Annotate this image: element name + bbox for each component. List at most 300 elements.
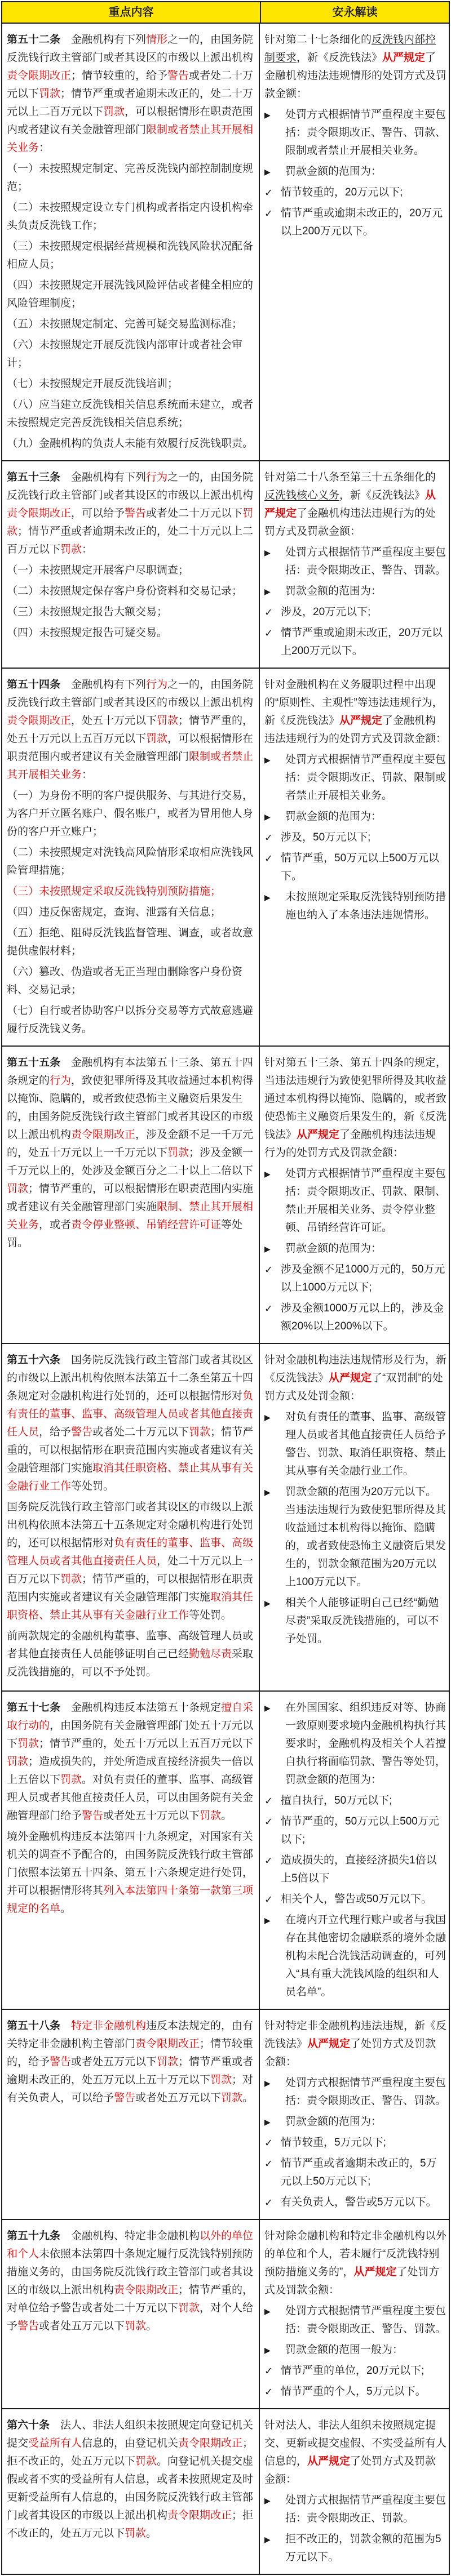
text-segment: 未按照规定采取反洗钱特别预防措施也纳入了本条违法违规情形。	[285, 891, 446, 921]
text-segment: 情节严重或逾期未改正，20万元以上200万元以下。	[281, 627, 443, 657]
check-item	[264, 1890, 446, 1908]
highlighted-text: 情形	[146, 34, 168, 46]
text-segment: 第五十九条	[7, 2230, 61, 2242]
triangle-bullet-icon: ▶	[264, 2079, 271, 2088]
highlighted-text: 责令停业整顿、吊销经营许可证	[71, 1219, 222, 1231]
text-segment: ；拒不改正的，处五万元以下	[7, 2437, 254, 2467]
ey-interpretation-cell	[260, 1692, 449, 2009]
text-segment: ，给予	[39, 1426, 72, 1438]
highlighted-text: 责令限期改正	[7, 715, 72, 727]
text-segment: 情节严重或逾期未改正的，20万元以上200万元以下。	[281, 207, 443, 237]
paragraph	[7, 435, 256, 453]
ey-interpretation-cell	[260, 461, 449, 668]
check-item	[264, 2362, 446, 2380]
highlighted-text: 列入本法第四十条第一款第三项规定的名单	[7, 1885, 254, 1915]
triangle-bullet-icon: ▶	[264, 2346, 271, 2355]
text-segment: 针对第五十三条、第五十四条的规定，当违法违规行为致使犯罪所得及其收益通过本机构得以掩饰、隐瞒的，或者致使恐怖主义融资后果发生的，新《反洗钱法》	[264, 1057, 447, 1141]
ey-interpretation-cell	[260, 2409, 449, 2574]
text-segment: 采取反洗钱措施的，可以不予处罚。	[7, 1648, 254, 1678]
bullet-text	[285, 1594, 446, 1648]
text-segment: 罚款金额的范围为：	[285, 811, 382, 822]
paragraph	[7, 2417, 256, 2543]
bullet-text	[285, 1165, 446, 1237]
bullet-item	[264, 163, 446, 181]
text-segment	[60, 2020, 71, 2032]
text-segment: 情节较重，5万元以下;	[281, 2137, 386, 2148]
text-segment: 针对金融机构违法违规情形及行为，新《反洗钱法》	[264, 1354, 447, 1384]
triangle-bullet-icon: ▶	[264, 755, 271, 764]
paragraph	[7, 375, 256, 393]
text-segment: ；情节严重的，可以根据情形在职责范围内实施或者建议有关金融管理部门实施	[7, 1183, 254, 1213]
triangle-bullet-icon: ▶	[264, 1488, 271, 1497]
text-segment: 。	[146, 2528, 157, 2539]
text-segment: 或者处五万元以下	[39, 2320, 125, 2332]
bullet-item	[264, 544, 446, 580]
text-segment: 了金融机构违法违规行为的处罚方式及罚款金额：	[264, 715, 447, 745]
highlighted-text: 行为	[146, 679, 168, 691]
check-icon: ✓	[264, 2365, 273, 2377]
bullet-item	[264, 106, 446, 160]
triangle-bullet-icon: ▶	[264, 1599, 271, 1608]
text-segment: （三）未按照规定报告大额交易；	[7, 606, 168, 618]
highlighted-text: 罚款	[7, 508, 254, 537]
bullet-text	[281, 204, 446, 241]
text-segment: ，由国务院有关金融管理部门处五十万元以下	[7, 1720, 254, 1750]
paragraph	[7, 624, 256, 642]
text-segment: 。	[221, 1810, 232, 1822]
text-segment: （一）为身份不明的客户提供服务、与其进行交易，为客户开立匿名账户、假名账户，或者为冒用他人身份的客户开立账户；	[7, 790, 254, 838]
check-icon: ✓	[264, 1816, 273, 1827]
bullet-text	[281, 829, 446, 847]
highlighted-text: 罚款	[39, 88, 61, 100]
text-segment: ；情节较重的，给予	[7, 2038, 254, 2068]
text-segment: 造成损失的，直接经济损失1倍以上5倍以下	[281, 1854, 437, 1884]
highlighted-text: 警告	[82, 1810, 104, 1822]
text-segment: 了金融机构违法违规行为的处罚方式及罚款金额：	[264, 508, 436, 537]
key-content-cell	[2, 2010, 260, 2219]
check-icon: ✓	[264, 853, 273, 864]
text-segment: ：	[39, 142, 50, 154]
ey-interpretation-cell	[260, 2010, 449, 2219]
text-segment: 第五十三条	[7, 471, 61, 483]
triangle-bullet-icon: ▶	[264, 548, 271, 557]
text-segment: 等处罚。	[189, 1609, 232, 1621]
text-segment: ；情节严重或者逾期未改正的，处二十万元以上二百万元以下	[7, 526, 254, 555]
text-segment: 处罚方式根据情节严重程度主要包括：责令限期改正、罚款。	[285, 2494, 446, 2524]
highlighted-text: 罚款	[200, 1810, 222, 1822]
text-segment: 针对除金融机构和特定非金融机构以外的单位和个人，若未履行“反洗钱特别预防措施义务的”，	[264, 2230, 447, 2278]
triangle-bullet-icon: ▶	[264, 110, 271, 119]
text-segment: ；情节严重或者逾期未改正的，处五万元以上五十万元以下	[7, 2056, 254, 2086]
bullet-text	[285, 808, 446, 826]
check-item	[264, 184, 446, 202]
highlighted-text: 警告	[17, 2320, 39, 2332]
highlighted-text: 责令限期改正	[178, 2437, 243, 2449]
check-item	[264, 1813, 446, 1849]
text-segment: 涉及，50万元以下;	[281, 831, 371, 843]
text-segment: 处罚方式根据情节严重程度主要包括：责令限期改正、警告、罚款。	[285, 546, 446, 576]
highlighted-text: 罚款	[178, 2302, 200, 2314]
ey-interpretation-cell	[260, 669, 449, 1045]
text-segment: 罚款金额的范围一般为：	[285, 2344, 404, 2356]
highlighted-text: 罚款	[146, 733, 168, 745]
paragraph	[7, 315, 256, 333]
text-segment: ；情节严重的，对单位给予警告或者处二十万元以下	[7, 2284, 254, 2314]
highlighted-text: 罚款	[7, 1183, 29, 1195]
text-segment: 。	[146, 2320, 157, 2332]
bullet-item	[264, 751, 446, 805]
highlighted-text: 罚款	[60, 1573, 82, 1585]
text-segment: 了处罚方式及罚款金额：	[264, 2038, 436, 2068]
bullet-text	[281, 603, 446, 621]
text-segment: 情节严重或者逾期未改正的，5万元以上50万元以下;	[281, 2157, 437, 2187]
text-segment: ；情节严重的，处五十万元以上五百万元以下	[7, 715, 254, 745]
bullet-text	[281, 1792, 446, 1810]
text-segment: 相关个人能够证明自己已经“勤勉尽责”采取反洗钱措施的，可以不予处罚。	[285, 1597, 439, 1645]
text-segment: （七）自行或者协助客户以拆分交易等方式故意逃避履行反洗钱义务。	[7, 1005, 254, 1035]
highlighted-text: 从严规定	[339, 715, 383, 727]
text-segment: 对负有责任的董事、监事、高级管理人员或者其他直接责任人员给予警告、罚款、取消任职资格、禁止其从事有关金融行业工作。	[285, 1411, 446, 1477]
check-item	[264, 2194, 446, 2212]
triangle-bullet-icon: ▶	[264, 812, 271, 821]
paragraph	[7, 238, 256, 274]
text-segment: （七）未按照规定开展反洗钱培训；	[7, 378, 179, 390]
check-icon: ✓	[264, 1264, 273, 1275]
bullet-text	[285, 544, 446, 580]
text-segment: 或者处二十万元以下	[92, 1426, 189, 1438]
key-content-cell	[2, 669, 260, 1045]
bullet-text	[285, 1408, 446, 1480]
triangle-bullet-icon: ▶	[264, 1244, 271, 1253]
text-segment: 针对金融机构在义务履职过程中出现的“原则性、主观性”等违法违规行为，新《反洗钱法》	[264, 679, 443, 727]
highlighted-text: 限制、禁止其开展相关业务	[7, 1201, 254, 1231]
paragraph	[264, 2227, 446, 2299]
bullet-item	[264, 2492, 446, 2528]
highlighted-text: 罚款	[189, 1426, 211, 1438]
key-content-cell	[2, 1047, 260, 1343]
highlighted-text: 勤勉尽责	[189, 1648, 232, 1660]
text-segment: 第五十四条	[7, 679, 61, 691]
highlighted-text: 罚款	[7, 1756, 29, 1768]
bullet-text	[281, 2155, 446, 2191]
text-segment: 情节严重的个人，5万元以下。	[281, 2386, 426, 2397]
table-row-第五十五条	[2, 1047, 449, 1344]
highlighted-text: 限制或者禁止其开展相关业务	[7, 124, 254, 154]
check-item	[264, 603, 446, 621]
text-segment: 处罚方式根据情节严重程度主要包括：责令限期改正、罚款、限制、禁止开展相关业务、责令停业整顿、吊销经营许可证。	[285, 1168, 446, 1234]
bullet-text	[285, 1240, 446, 1258]
text-segment: 相关个人，警告或50万元以下。	[281, 1893, 432, 1905]
ey-interpretation-cell	[260, 1344, 449, 1690]
bullet-text	[285, 163, 446, 181]
text-segment: 。	[242, 2092, 254, 2104]
table-row-第五十九条	[2, 2220, 449, 2409]
check-icon: ✓	[264, 1303, 273, 1314]
check-icon: ✓	[264, 2137, 273, 2148]
key-content-cell	[2, 461, 260, 668]
highlighted-text: 警告	[167, 70, 189, 82]
text-segment: 了金融机构违法违规行为的处罚方式及罚款金额：	[264, 1129, 436, 1159]
text-segment: 境外金融机构违反本法第四十九条规定，对国家有关机关的调查不予配合的，由国务院反洗钱行政主管部门依照本法第五十四条、第五十六条规定进行处罚，并可以根据情形将其	[7, 1831, 254, 1897]
highlighted-text: 从严规定	[264, 490, 436, 519]
highlighted-text: 责令限期改正	[7, 508, 72, 519]
table-row-第五十八条	[2, 2010, 449, 2220]
bullet-text	[281, 2383, 446, 2401]
check-item	[264, 1792, 446, 1810]
bullet-text	[285, 2492, 446, 2528]
text-segment: 或者处二十万元以下	[7, 70, 254, 100]
triangle-bullet-icon: ▶	[264, 893, 271, 902]
text-segment: 或者处二十万元以下	[146, 508, 243, 519]
text-segment: 金融机构违反本法第五十条规定	[60, 1702, 222, 1714]
paragraph	[7, 2017, 256, 2107]
ey-interpretation-cell	[260, 2220, 449, 2408]
bullet-text	[281, 2194, 446, 2212]
text-segment: ，或者	[39, 1219, 72, 1231]
text-segment: （八）应当建立反洗钱相关信息系统而未建立，或者未按照规定完善反洗钱相关信息系统；	[7, 399, 254, 429]
text-segment: 涉及，20万元以下;	[281, 606, 371, 618]
highlighted-text: 警告	[50, 2056, 72, 2068]
triangle-bullet-icon: ▶	[264, 167, 271, 176]
highlighted-text: 从严规定	[307, 2038, 351, 2050]
triangle-bullet-icon: ▶	[264, 1169, 271, 1178]
key-content-cell	[2, 1344, 260, 1690]
text-segment: 了处罚方式及罚款金额：	[264, 2266, 440, 2296]
text-segment: 金融机构、特定非金融机构	[60, 2230, 200, 2242]
highlighted-text: 负有责任的董事、监事、高级管理人员或者其他直接责任人员	[7, 1390, 254, 1438]
bullet-item	[264, 1408, 446, 1480]
bullet-item	[264, 2530, 446, 2566]
paragraph	[264, 1351, 446, 1405]
check-item	[264, 2134, 446, 2152]
highlighted-text: 受益所有人	[28, 2437, 82, 2449]
text-segment: 之一的，由国务院反洗钱行政主管部门或者其设区的市级以上派出机构	[7, 679, 254, 709]
bullet-item	[264, 2302, 446, 2338]
text-segment: （六）篡改、伪造或者无正当理由删除客户身份资料、交易记录；	[7, 966, 243, 996]
check-item	[264, 2383, 446, 2401]
text-segment: （三）未按照规定根据经营规模和洗钱风险状况配备相应人员；	[7, 241, 254, 270]
table-row-第五十二条	[2, 24, 449, 461]
paragraph	[7, 1699, 256, 1825]
highlighted-text: 罚款	[157, 2056, 179, 2068]
check-icon: ✓	[264, 1855, 273, 1866]
text-segment: 情节严重的，50万元以上500万元以下;	[281, 1816, 439, 1845]
text-segment: ：	[82, 544, 93, 555]
text-segment: 第五十七条	[7, 1702, 61, 1714]
paragraph	[7, 160, 256, 196]
check-icon: ✓	[264, 1894, 273, 1905]
check-item	[264, 2155, 446, 2191]
paragraph	[7, 199, 256, 235]
bullet-text	[285, 1699, 446, 1789]
highlighted-text: （三）	[7, 886, 39, 897]
highlighted-text: 罚款	[17, 1738, 39, 1750]
paragraph	[7, 1627, 256, 1681]
bullet-text	[285, 1483, 446, 1591]
table-row-第五十六条	[2, 1344, 449, 1692]
text-segment: ，新《反洗钱法》	[339, 490, 426, 501]
bullet-text	[285, 2530, 446, 2566]
text-segment: 针对法人、非法人组织未按照规定提交、更新或提交虚假、不实受益所有人信息的，	[264, 2419, 447, 2467]
text-segment: ；情节严重或者逾期未改正的，处二十万元以上二百万元以下	[7, 88, 254, 118]
text-segment: （五）未按照规定制定、完善可疑交易监测标准；	[7, 318, 243, 330]
paragraph	[7, 1054, 256, 1252]
text-segment: 情节严重，50万元以上500万元以下。	[281, 852, 439, 882]
text-segment: ，可以给予	[71, 508, 125, 519]
bullet-item	[264, 1240, 446, 1258]
bullet-text	[281, 849, 446, 886]
check-item	[264, 1300, 446, 1336]
text-segment: （二）未按照规定对洗钱高风险情形采取相应洗钱风险管理措施；	[7, 847, 254, 877]
triangle-bullet-icon: ▶	[264, 587, 271, 596]
highlighted-text: 从严规定	[382, 52, 426, 64]
check-icon: ✓	[264, 1795, 273, 1807]
paragraph	[7, 904, 256, 922]
text-segment: 信息的，由登记机关	[82, 2437, 179, 2449]
highlighted-text: 擅自采取行动的	[7, 1702, 254, 1732]
text-segment: 第五十六条	[7, 1354, 61, 1366]
triangle-bullet-icon: ▶	[264, 2496, 271, 2505]
bullet-text	[285, 2341, 446, 2359]
text-segment: ，致使犯罪所得及其收益通过本机构得以掩饰、隐瞒的，或者致使恐怖主义融资后果发生的，由国务院反洗钱行政主管部门或者其设区的市级以上派出机构	[7, 1075, 254, 1141]
bullet-text	[281, 1261, 446, 1297]
ey-interpretation-cell	[260, 1047, 449, 1343]
text-segment: 涉及金额1000万元以上的，涉及金额20%以上200%以下。	[281, 1302, 444, 1332]
bullet-text	[285, 1911, 446, 2001]
header-ey-interpretation: 安永解读	[332, 6, 378, 19]
highlighted-text: 限制或者禁止其开展相关业务	[7, 751, 254, 781]
text-segment: ；情节较重的，给予	[71, 70, 168, 82]
text-segment: 罚款金额的范围为：	[285, 585, 382, 597]
text-segment: 金融机构有下列	[60, 34, 147, 46]
text-segment: 处罚方式根据情节严重程度主要包括：责令限期改正、警告、罚款。	[285, 2077, 446, 2107]
highlighted-text: 罚款	[135, 2455, 157, 2467]
text-segment: 。对负有责任的董事、监事、高级管理人员或者其他直接责任人员，可以由国务院有关金融管理部门给予	[7, 1774, 254, 1822]
text-segment: 情节严重的单位，20万元以下;	[281, 2365, 425, 2377]
text-segment: 或者处五万元以下	[135, 2092, 222, 2104]
paragraph	[7, 787, 256, 841]
text-segment: 针对第二十八条至第三十五条细化的	[264, 471, 436, 483]
text-segment: 。向登记机关提交虚假或者不实的受益所有人信息，或者未按照规定及时更新受益所有人信息的，由国务院反洗钱行政主管部门或者其设区的市级以上派出机构	[7, 2455, 254, 2521]
highlighted-text: 罚款	[210, 2074, 232, 2086]
text-segment: 法人、非法人组织未按照规定向登记机关提交	[7, 2419, 254, 2449]
highlighted-text: 责令限期改正	[135, 2038, 200, 2050]
paragraph	[7, 336, 256, 372]
highlighted-text: 责令限期改正	[7, 70, 72, 82]
text-segment: 情节较重的，20万元以下;	[281, 186, 403, 198]
text-segment: 前两款规定的金融机构董事、监事、高级管理人员或者其他直接责任人员能够证明自己已经	[7, 1630, 254, 1660]
text-segment: 违反本法规定的，由有关特定非金融机构主管部门	[7, 2020, 254, 2050]
highlighted-text: 从严规定	[353, 2266, 397, 2278]
bullet-item	[264, 1165, 446, 1237]
check-item	[264, 829, 446, 847]
text-segment: 在境内开立代理行账户或者与我国存在其他密切金融联系的境外金融机构未配合洗钱活动调查的，可列入“具有重大洗钱风险的组织和人员名单”。	[285, 1914, 446, 1998]
text-segment: 针对特定非金融机构违法违规，新《反洗钱法》	[264, 2020, 447, 2050]
check-item	[264, 624, 446, 660]
highlighted-text: 罚款	[60, 1774, 82, 1786]
bullet-text	[281, 2362, 446, 2380]
text-segment: ；情节严重的，可以根据情形在职责范围内实施或者建议有关金融管理部门实施	[7, 1426, 254, 1474]
text-segment: （五）拒绝、阻碍反洗钱监督管理、调查，或者故意提供虚假材料；	[7, 927, 254, 957]
paragraph	[7, 396, 256, 432]
bullet-text	[281, 1852, 446, 1888]
text-segment: 金融机构有下列	[60, 471, 147, 483]
bullet-text	[285, 106, 446, 160]
paragraph	[264, 469, 446, 541]
text-segment: ；涉及金额一千万元以上的，处涉及金额百分之二十以上二倍以下	[7, 1147, 254, 1177]
bullet-item	[264, 582, 446, 600]
table-header-row	[2, 2, 449, 24]
highlighted-text: 以外的单位和个人	[7, 2230, 254, 2260]
bullet-text	[285, 888, 446, 924]
header-key-content: 重点内容	[2, 2, 261, 23]
check-icon: ✓	[264, 2158, 273, 2169]
text-segment: （九）金融机构的负责人未能有效履行反洗钱职责。	[7, 438, 254, 450]
text-segment: 处罚方式根据情节严重程度主要包括：责令限期改正、警告、罚款、限制或者禁止开展相关业务。	[285, 109, 446, 157]
text-segment: 未依照本法第四十条规定履行反洗钱特别预防措施义务的，由国务院反洗钱行政主管部门或者其设区的市级以上派出机构	[7, 2248, 254, 2296]
text-segment: 反洗钱核心义务	[264, 490, 340, 501]
paragraph	[264, 31, 446, 103]
paragraph	[7, 2227, 256, 2335]
check-icon: ✓	[264, 208, 273, 219]
paragraph	[264, 676, 446, 748]
highlighted-text: 特定非金融机构	[71, 2020, 147, 2032]
text-segment: ，处五十万元以下	[71, 715, 157, 727]
bullet-item	[264, 888, 446, 924]
key-content-cell	[2, 1692, 260, 2009]
paragraph	[7, 883, 256, 901]
triangle-bullet-icon: ▶	[264, 1703, 271, 1712]
paragraph	[7, 844, 256, 880]
text-segment: 国务院反洗钱行政主管部门或者其设区的市级以上派出机构依照本法第五十二条至第五十四条规定对金融机构进行处罚的，还可以根据情形对	[7, 1354, 254, 1402]
text-segment: 罚款金额的范围为：	[285, 1243, 382, 1254]
text-segment: （四）未按照规定报告可疑交易。	[7, 627, 168, 639]
text-segment: 或者处五万元以下	[71, 2056, 157, 2068]
text-segment: 。	[60, 1903, 72, 1915]
paragraph	[7, 562, 256, 580]
table-row-第五十四条	[2, 669, 449, 1047]
paragraph	[264, 1054, 446, 1162]
check-icon: ✓	[264, 628, 273, 639]
text-segment: 罚款金额的范围为：	[285, 166, 382, 177]
text-segment: 擅自执行，50万元以下;	[281, 1795, 392, 1807]
paragraph	[7, 603, 256, 621]
text-segment: 等处罚。	[7, 1219, 243, 1249]
highlighted-text: 罚款	[103, 106, 125, 118]
highlighted-text: 罚款	[221, 2092, 243, 2104]
text-segment: ，涉及金额不足一千万元的，处五十万元以上一千万元以下	[7, 1129, 254, 1159]
text-segment: 拒不改正的，罚款金额的范围为5万元以下。	[285, 2533, 441, 2563]
triangle-bullet-icon: ▶	[264, 1413, 271, 1422]
text-segment: ；对有关负责人，可以给予	[7, 2074, 254, 2104]
highlighted-text: 罚款	[167, 1147, 189, 1159]
text-segment: ，处二十万元以上一百万元以下	[7, 1555, 254, 1585]
text-segment: ，对个人给予	[7, 2302, 254, 2332]
table-row-第五十七条	[2, 1692, 449, 2010]
highlighted-text: 负有责任的董事、监事、高级管理人员或者其他直接责任人员	[7, 1537, 254, 1567]
bullet-text	[285, 2074, 446, 2110]
highlighted-text: 未按照规定采取反洗钱特别预防措施；	[39, 886, 222, 897]
bullet-text	[281, 1890, 446, 1908]
bullet-item	[264, 1699, 446, 1789]
text-segment: 涉及金额不足1000万元的，50万元以上1000万元以下;	[281, 1263, 445, 1293]
bullet-text	[285, 2302, 446, 2338]
text-segment: （二）未按照规定设立专门机构或者指定内设机构牵头负责反洗钱工作；	[7, 202, 254, 232]
text-segment: ；造成损失的，并处所造成直接经济损失一倍以上五倍以下	[7, 1756, 254, 1786]
check-icon: ✓	[264, 832, 273, 843]
bullet-text	[285, 751, 446, 805]
paragraph	[7, 924, 256, 960]
